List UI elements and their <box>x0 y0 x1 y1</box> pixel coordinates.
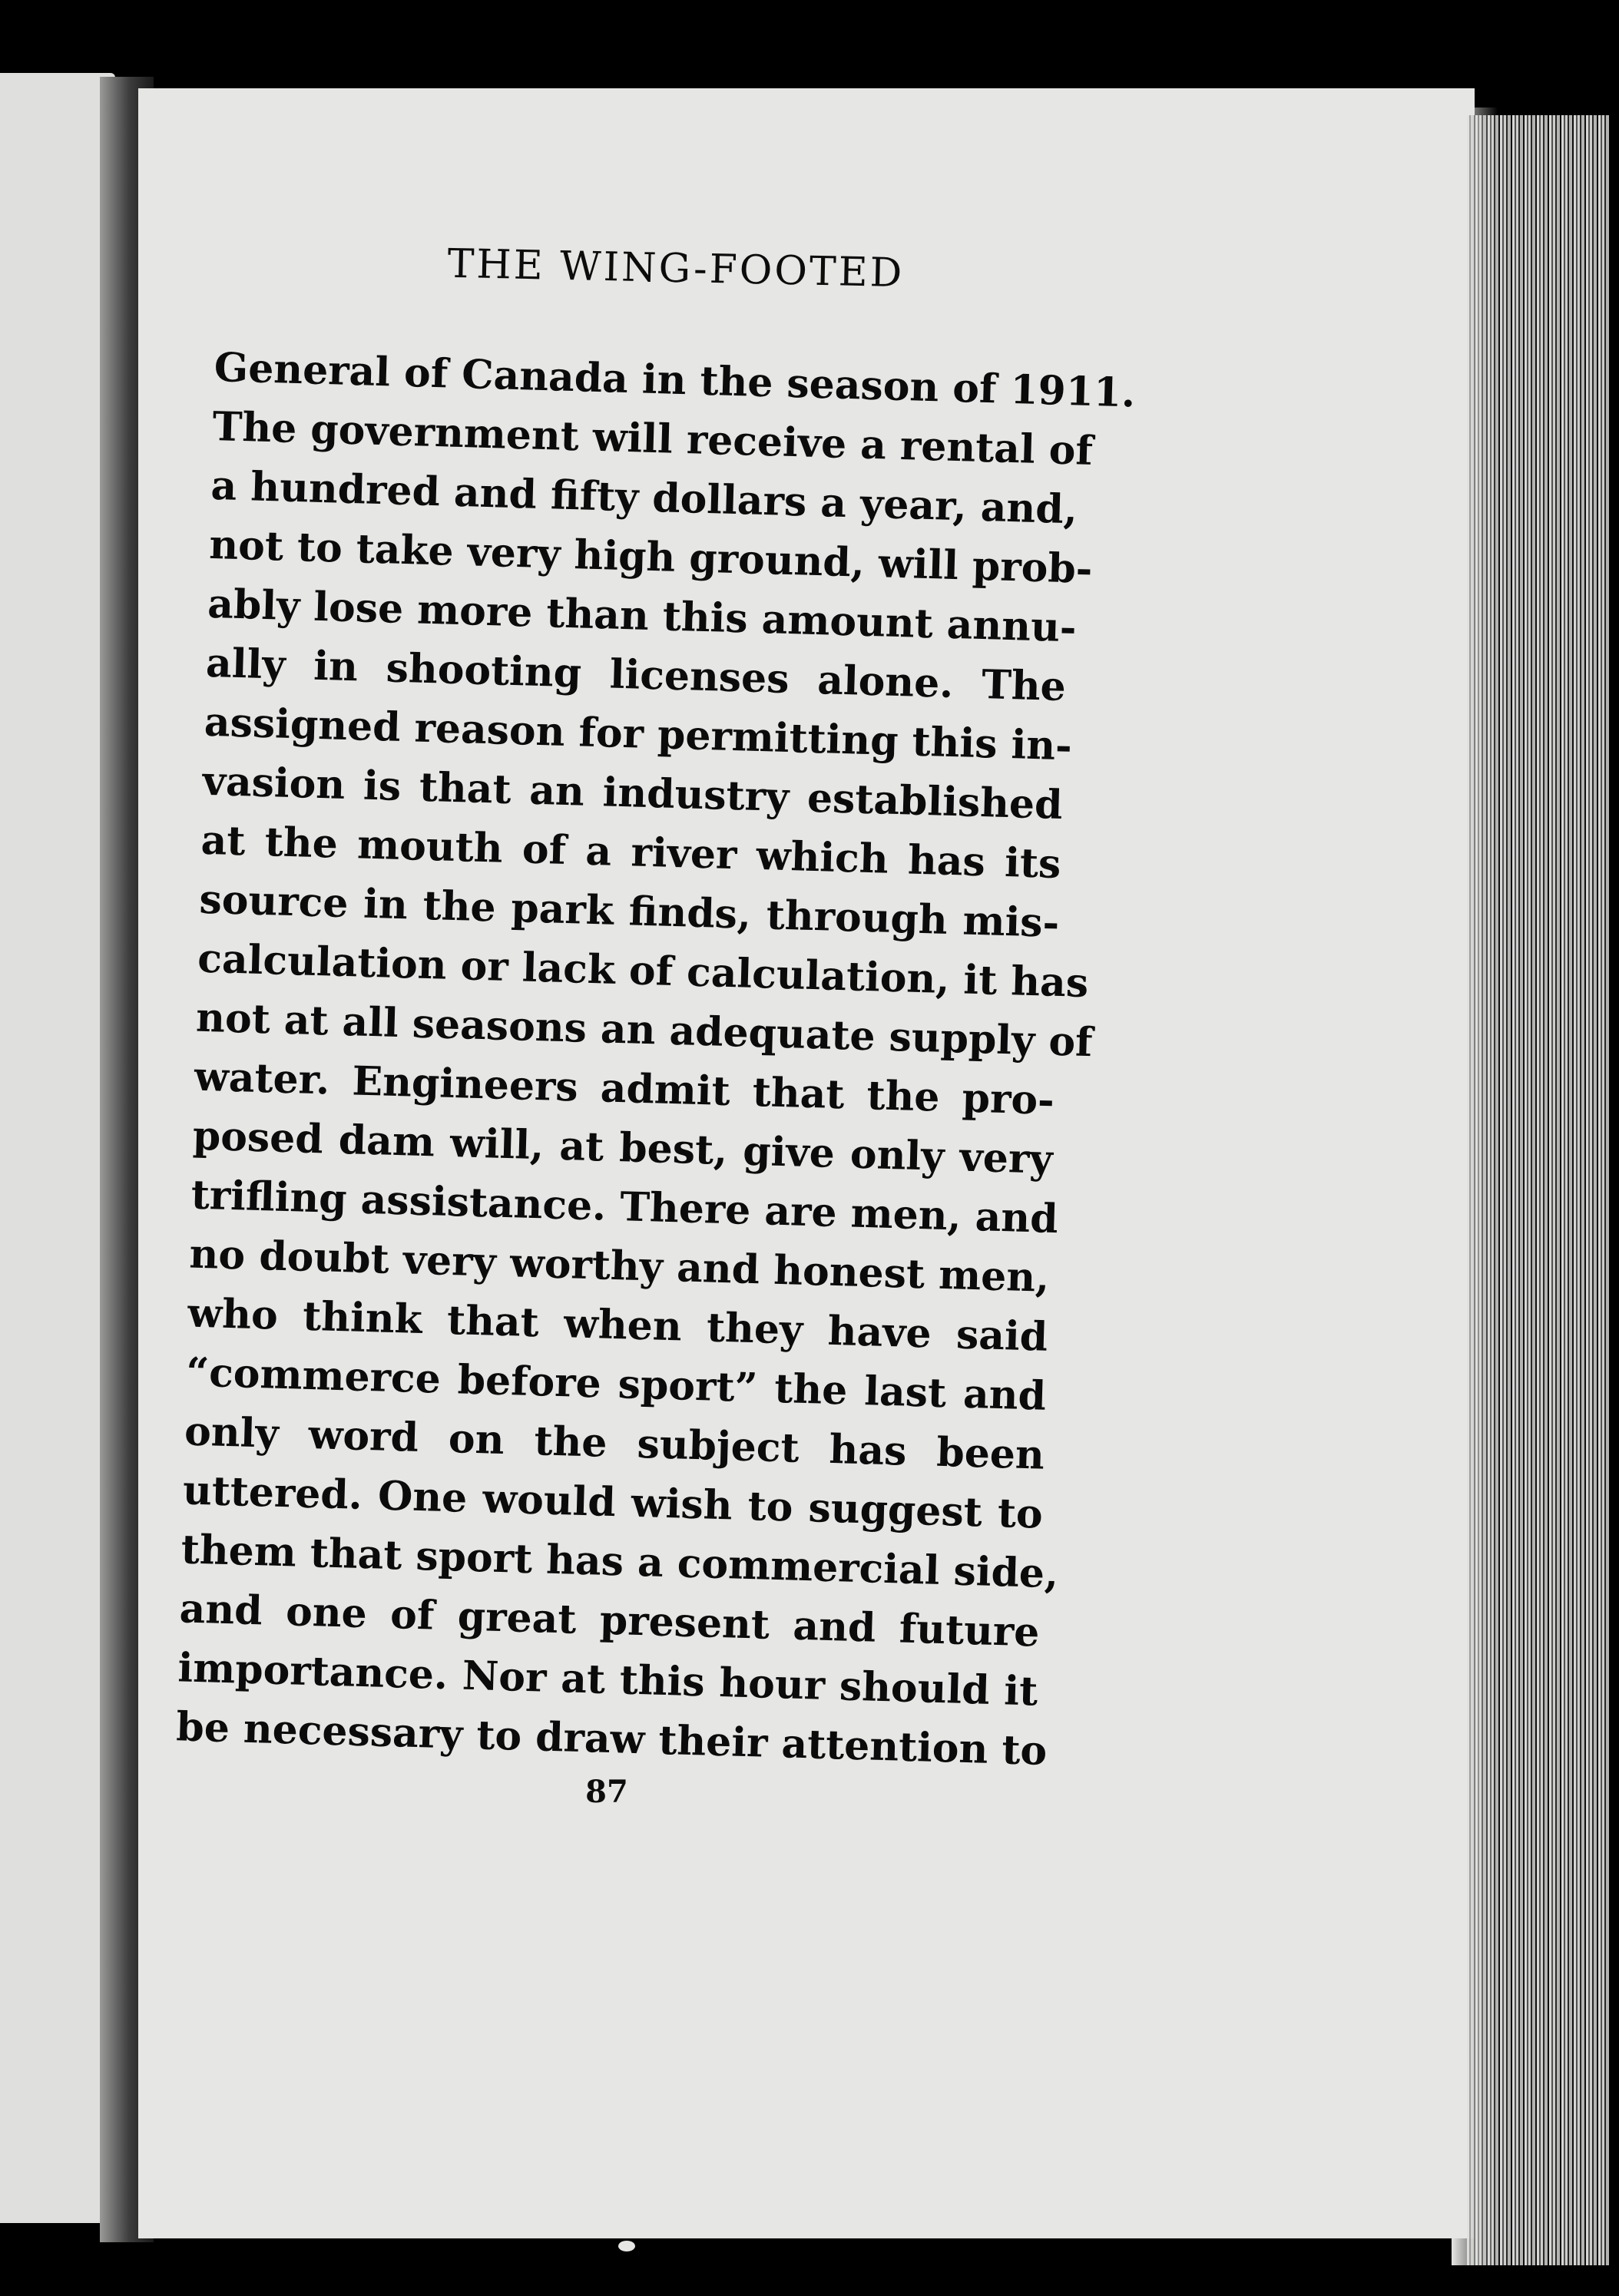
text-line: water. Engineers admit that the pro- <box>194 1053 1055 1124</box>
text-line: General of Canada in the season of 1911. <box>214 343 1137 417</box>
text-line: ably lose more than this amount annu- <box>207 580 1078 652</box>
fore-edge-shading <box>1452 108 1498 2265</box>
text-line: no doubt very worthy and honest men, <box>188 1230 1051 1302</box>
running-head: THE WING-FOOTED <box>447 240 905 297</box>
scan-speck <box>618 2241 635 2251</box>
text-line: vasion is that an industry established <box>202 757 1064 829</box>
text-line: source in the park finds, through mis- <box>198 875 1060 947</box>
text-line: them that sport has a commercial side, <box>180 1526 1059 1598</box>
text-line: at the mouth of a river which has its <box>200 816 1062 888</box>
page-number: 87 <box>585 1774 628 1810</box>
text-line: assigned reason for permitting this in- <box>204 698 1073 770</box>
text-line: and one of great present and future <box>178 1585 1041 1656</box>
text-line: a hundred and fifty dollars a year, and, <box>210 462 1078 534</box>
text-line: who think that when they have said <box>187 1289 1048 1361</box>
text-line: be necessary to draw their attention to <box>175 1703 1048 1775</box>
text-line: only word on the subject has been <box>184 1408 1045 1479</box>
text-line: trifling assistance. There are men, and <box>190 1171 1059 1243</box>
text-line: ally in shooting licenses alone. The <box>205 639 1067 711</box>
text-line: not to take very high ground, will prob- <box>208 521 1094 594</box>
text-line: not at all seasons an adequate supply of <box>195 994 1094 1067</box>
facing-page-edge <box>0 73 115 2223</box>
text-line: “commerce before sport” the last and <box>185 1348 1047 1420</box>
text-line: calculation or lack of calculation, it has <box>197 935 1089 1007</box>
text-line: uttered. One would wish to suggest to <box>182 1467 1044 1538</box>
text-line: posed dam will, at best, give only very <box>192 1112 1054 1183</box>
text-line: The government will receive a rental of <box>211 402 1094 475</box>
text-line: importance. Nor at this hour should it <box>177 1644 1039 1715</box>
body-text <box>175 338 1137 1781</box>
